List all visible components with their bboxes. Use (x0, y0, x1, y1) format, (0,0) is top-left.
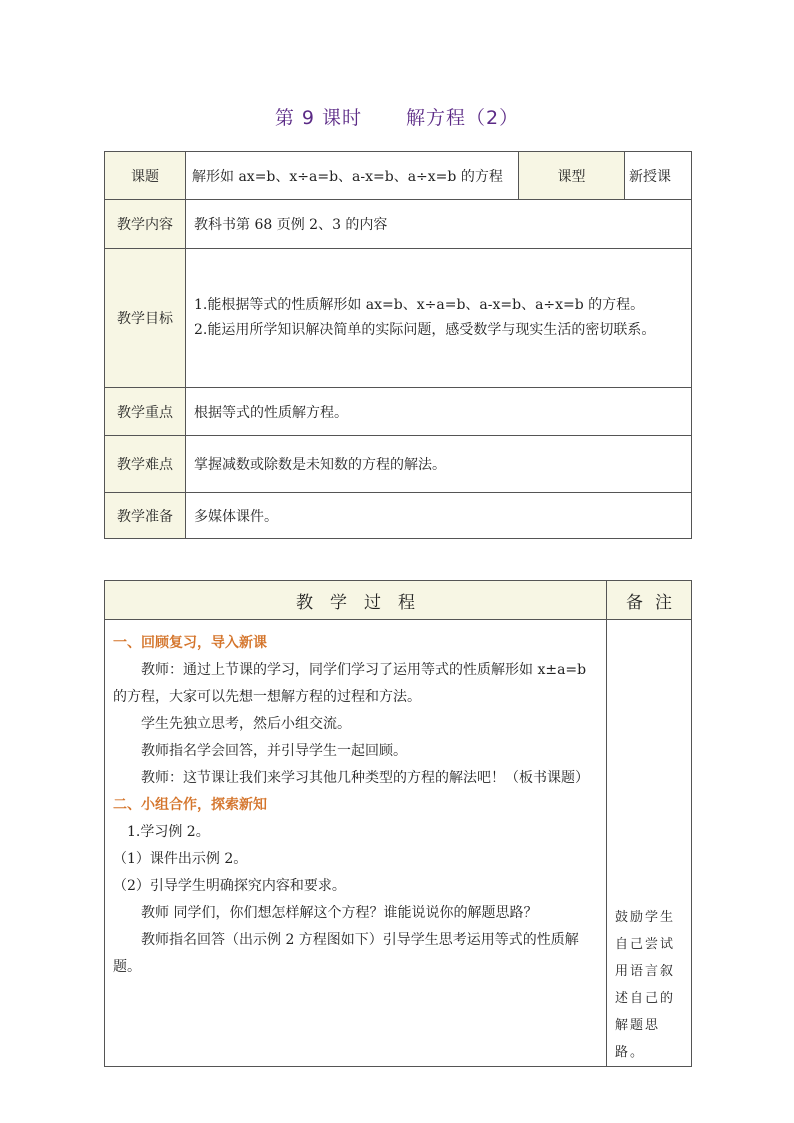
section-explore-heading: 二、小组合作，探索新知 (113, 797, 267, 813)
process-body-row (105, 620, 692, 1067)
paragraph: （2）引导学生明确探究内容和要求。 (113, 878, 346, 894)
hard-label: 教学难点 (105, 436, 186, 493)
content-row (105, 200, 692, 249)
topic-label: 课题 (105, 152, 186, 200)
teaching-process-table (104, 580, 692, 1067)
prep-row (105, 493, 692, 539)
paragraph: 教师指名学会回答，并引导学生一起回顾。 (141, 743, 407, 759)
goal-item-2: 2.能运用所学知识解决简单的实际问题，感受数学与现实生活的密切联系。 (194, 322, 656, 338)
goal-value (186, 249, 692, 388)
type-label: 课型 (519, 152, 625, 200)
key-row (105, 388, 692, 436)
process-header-row (105, 581, 692, 620)
prep-value: 多媒体课件。 (186, 493, 692, 539)
hard-value: 掌握减数或除数是未知数的方程的解法。 (186, 436, 692, 493)
paragraph: （1）课件出示例 2。 (113, 851, 248, 867)
paragraph: 1.学习例 2。 (127, 824, 210, 840)
topic-value: 解形如 ax=b、x÷a=b、a-x=b、a÷x=b 的方程 (186, 152, 519, 200)
page-title (0, 103, 794, 130)
process-body (105, 620, 607, 1067)
content-value: 教科书第 68 页例 2、3 的内容 (186, 200, 692, 249)
key-value: 根据等式的性质解方程。 (186, 388, 692, 436)
goal-item-1: 1.能根据等式的性质解形如 ax=b、x÷a=b、a-x=b、a÷x=b 的方程。 (194, 297, 645, 313)
lesson-info-table (104, 151, 692, 539)
goal-label: 教学目标 (105, 249, 186, 388)
paragraph: 教师 同学们，你们想怎样解这个方程？谁能说说你的解题思路？ (141, 905, 538, 921)
paragraph: 教师：这节课让我们来学习其他几种类型的方程的解法吧！（板书课题） (141, 770, 589, 786)
goal-row (105, 249, 692, 388)
section-review-heading: 一、回顾复习，导入新课 (113, 635, 267, 651)
type-value: 新授课 (625, 152, 692, 200)
lesson-number: 第 9 课时 (274, 107, 363, 129)
paragraph: 教师：通过上节课的学习，同学们学习了运用等式的性质解形如 x±a=b 的方程，大家可以先想一想解方程的过程和方法。 (113, 662, 587, 705)
process-header: 教学过程 (105, 581, 607, 620)
paragraph: 学生先独立思考，然后小组交流。 (141, 716, 351, 732)
hard-row (105, 436, 692, 493)
margin-note: 鼓励学生自己尝试用语言叙述自己的解题思路。 (607, 620, 692, 1067)
prep-label: 教学准备 (105, 493, 186, 539)
key-label: 教学重点 (105, 388, 186, 436)
content-label: 教学内容 (105, 200, 186, 249)
lesson-topic: 解方程（2） (406, 107, 520, 129)
paragraph: 教师指名回答（出示例 2 方程图如下）引导学生思考运用等式的性质解题。 (113, 932, 579, 975)
topic-row (105, 152, 692, 200)
note-header: 备注 (607, 581, 692, 620)
